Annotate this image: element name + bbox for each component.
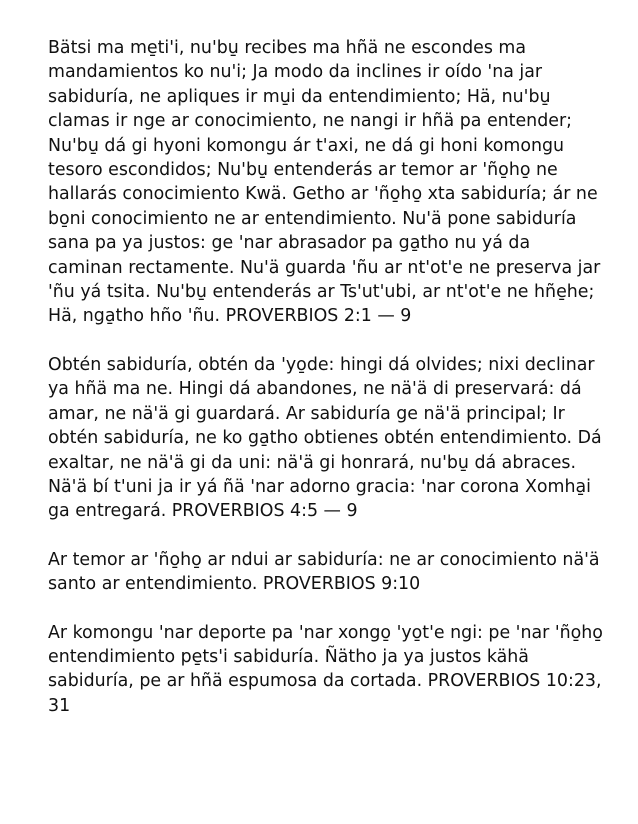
paragraph-proverbios-4: Obtén sabiduría, obtén da 'yo̱de: hingi dá olvides; nixi declinar ya hñä ma ne. Hingi dá abandones, ne nä'ä di preservará: dá amar, ne nä'ä gi guardará. Ar sabiduría ge nä'ä principal; Ir obtén sabiduría, ne ko ga̱tho obtienes obtén entendimiento. Dá exaltar, ne nä'ä gi da uni: nä'ä gi honrará, nu'bu̱ dá abraces. Nä'ä bí t'uni ja ir yá ñä 'nar adorno gracia: 'nar corona Xomha̱i ga entregará. PROVERBIOS 4:5 — 9 (48, 354, 602, 522)
paragraph-proverbios-10: Ar komongu 'nar deporte pa 'nar xongo̱ 'yo̱t'e ngi: pe 'nar 'ño̱ho̱ entendimiento pe̱ts'i sabiduría. Ñätho ja ya justos kähä sabiduría, pe ar hñä espumosa da cortada. PROVERBIOS 10:23, 31 (48, 622, 603, 716)
document-page (48, 36, 608, 718)
paragraph-proverbios-9: Ar temor ar 'ño̱ho̱ ar ndui ar sabiduría: ne ar conocimiento nä'ä santo ar entendimiento. PROVERBIOS 9:10 (48, 549, 600, 595)
paragraph-proverbios-2: Bätsi ma me̱ti'i, nu'bu̱ recibes ma hñä ne escondes ma mandamientos ko nu'i; Ja modo da inclines ir oído 'na jar sabiduría, ne apliques ir mu̱i da entendimiento; Hä, nu'bu̱ clamas ir nge ar conocimiento, ne nangi ir hñä pa entender; Nu'bu̱ dá gi hyoni komongu ár t'axi, ne dá gi honi komongu tesoro escondidos; Nu'bu̱ entenderás ar temor ar 'ño̱ho̱ ne hallarás conocimiento Kwä. Getho ar 'ño̱ho̱ xta sabiduría; ár ne bo̱ni conocimiento ne ar entendimiento. Nu'ä pone sabiduría sana pa ya justos: ge 'nar abrasador pa ga̱tho nu yá da caminan rectamente. Nu'ä guarda 'ñu ar nt'ot'e ne preserva jar 'ñu yá tsita. Nu'bu̱ entenderás ar Ts'ut'ubi, ar nt'ot'e ne hñe̱he; Hä, nga̱tho hño 'ñu. PROVERBIOS 2:1 — 9 (48, 38, 601, 327)
